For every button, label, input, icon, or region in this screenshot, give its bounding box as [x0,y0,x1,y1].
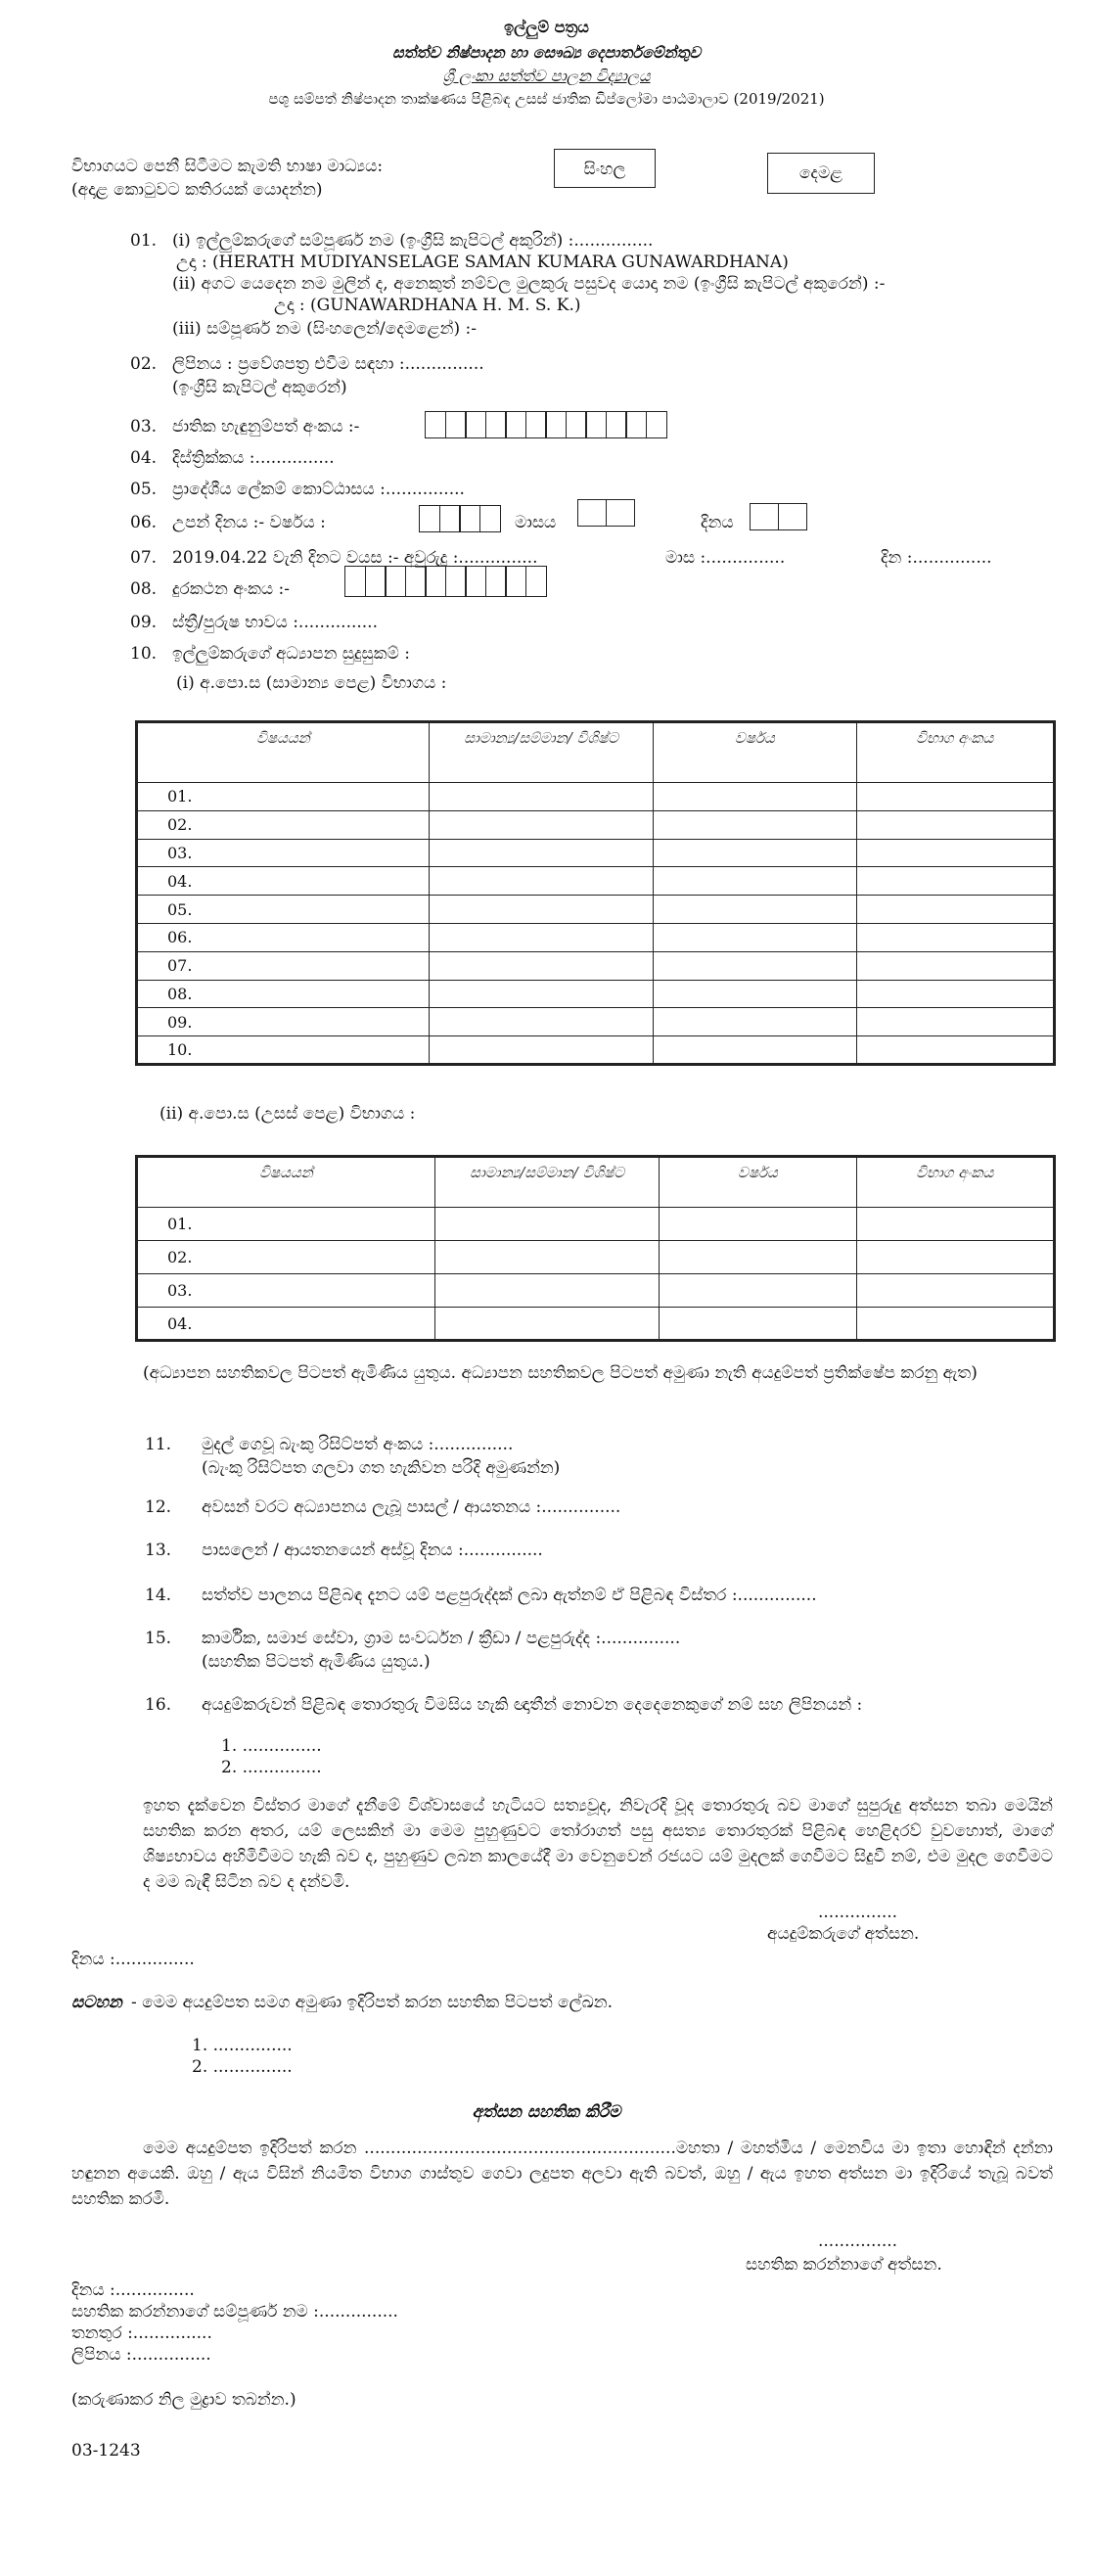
q12-last-school[interactable]: අවසන් වරට අධ්‍යාපනය ලැබූ පාසල් / ආයතනය :............... [202,1497,621,1517]
table-cell[interactable] [654,839,856,867]
table-row-number: 07. [137,951,430,980]
table-row-number: 02. [137,810,430,839]
col-header-index: විභාග අංකය [856,1157,1054,1208]
table-cell[interactable] [434,1308,659,1341]
table-cell[interactable] [856,1308,1054,1341]
note-attachment-2[interactable]: 2. ............... [192,2057,293,2077]
table-cell[interactable] [654,980,856,1008]
table-cell[interactable] [856,1008,1054,1036]
phone-digit-box[interactable] [344,566,366,597]
table-cell[interactable] [429,1008,653,1036]
nic-digit-box[interactable] [485,411,507,438]
table-cell[interactable] [654,783,856,811]
q10-al-label: (ii) අ.පො.ස (උසස් පෙළ) විභාගය : [159,1104,416,1124]
nic-digit-box[interactable] [525,411,547,438]
q02-sub: (ඉංග්‍රීසි කැපිටල් අකුරෙන්) [172,378,347,397]
q13-number: 13. [145,1541,172,1560]
certifier-address[interactable]: ලිපිනය :............... [71,2345,211,2365]
q07-number: 07. [130,548,158,568]
q07-age-days[interactable]: දින :............... [881,548,992,568]
q08-number: 08. [130,579,158,599]
al-results-table [135,1155,1056,1342]
form-code: 03-1243 [71,2441,141,2461]
nic-digit-box[interactable] [505,411,526,438]
table-cell[interactable] [856,896,1054,924]
table-cell[interactable] [654,867,856,896]
table-cell[interactable] [429,839,653,867]
note-label: සටහන [71,1993,122,2012]
day-digit-box[interactable] [778,503,807,530]
nic-digit-box[interactable] [585,411,607,438]
col-header-grade: සාමාන්‍ය/සම්මාන/ විශිෂ්ට [429,722,653,783]
q04-district[interactable]: දිස්ත්‍රික්කය :............... [172,448,335,468]
table-cell[interactable] [660,1274,856,1308]
ol-results-table [135,720,1056,1066]
q03-nic-label: ජාතික හැඳුනුම්පත් අංකය :- [172,417,360,437]
table-cell[interactable] [654,1036,856,1065]
year-digit-box[interactable] [419,505,440,532]
certification-text: මෙම අයදුම්පත ඉදිරිපත් කරන ...........................................................මහතා / මහත්මිය / මෙනවිය මා ඉතා හොඳින් දන්නා හඳුනන අයෙකි. ඔහු / ඇය විසින් නියමිත විභාග ගාස්තුව ගෙවා ලදුපත අලවා ඇති බවත්, ඔහු / ඇය ඉහත අත්සන මා ඉදිරියේ තැබූ බවත් සහතික කරමි. [71,2139,1053,2209]
note-attachment-1[interactable]: 1. ............... [192,2036,293,2055]
medium-sublabel: (අදාළ කොටුවට කතිරයක් යොදන්න) [71,180,323,200]
table-cell[interactable] [654,951,856,980]
phone-digit-box[interactable] [505,566,526,597]
col-header-year: වර්ෂය [660,1157,856,1208]
q01-number: 01. [130,231,158,251]
table-cell[interactable] [856,1036,1054,1065]
q02-address[interactable]: ලිපිනය : ප්‍රවේශපත්‍ර එවීම සඳහා :............... [172,354,484,374]
q15-sub: (සහතික පිටපත් ඇමිණිය යුතුය.) [202,1652,431,1672]
table-cell[interactable] [429,951,653,980]
table-cell[interactable] [654,896,856,924]
note-text: - මෙම අයදුම්පත සමග අමුණා ඉදිරිපත් කරන සහතික පිටපත් ලේඛන. [131,1993,613,2012]
nic-digit-box[interactable] [566,411,587,438]
table-cell[interactable] [660,1241,856,1274]
phone-digit-box[interactable] [365,566,387,597]
q07-age-years[interactable]: 2019.04.22 වැනි දිනට වයස :- අවුරුදු :............... [172,548,538,568]
year-digit-box[interactable] [439,505,461,532]
q01-full-name-english[interactable]: (i) ඉල්ලුම්කරුගේ සම්පූර්ණ නම (ඉංග්‍රීසි කැපිටල් අකුරින්) :............... [172,231,654,251]
dob-month-boxes[interactable] [577,499,633,527]
phone-digit-box[interactable] [525,566,547,597]
col-header-year: වර්ෂය [654,722,856,783]
q03-number: 03. [130,417,158,437]
certifier-signature-line[interactable]: ............... [818,2231,898,2251]
applicant-signature-label: අයදුම්කරුගේ අත්සන. [767,1924,920,1944]
phone-digit-box[interactable] [385,566,406,597]
certifier-full-name[interactable]: සහතික කරන්නාගේ සම්පූර්ණ නම :............... [71,2302,398,2322]
nic-digit-box[interactable] [625,411,647,438]
table-row-number: 03. [137,1274,435,1308]
q07-age-months[interactable]: මාස :............... [665,548,786,568]
table-cell[interactable] [434,1208,659,1241]
day-digit-box[interactable] [750,503,779,530]
table-cell[interactable] [856,980,1054,1008]
q06-month-label: මාසය [515,513,557,532]
q15-number: 15. [145,1629,172,1648]
medium-label: විභාගයට පෙනී සිටීමට කැමති භාෂා මාධ්‍යය: [71,157,384,176]
q10-number: 10. [130,644,158,664]
table-cell[interactable] [429,867,653,896]
certification-title: අත්සන සහතික කිරීම [472,2102,621,2122]
dob-day-boxes[interactable] [750,503,805,530]
q05-ds-division[interactable]: ප්‍රාදේශීය ලේකම් කොට්ඨාසය :............... [172,480,465,499]
table-row-number: 08. [137,980,430,1008]
table-cell[interactable] [429,980,653,1008]
phone-digit-box[interactable] [445,566,467,597]
q01-example-2: උදා : (GUNAWARDHANA H. M. S. K.) [274,296,581,315]
table-cell[interactable] [856,839,1054,867]
table-row-number: 06. [137,923,430,951]
table-row-number: 05. [137,896,430,924]
table-cell[interactable] [654,1008,856,1036]
phone-digit-box[interactable] [485,566,507,597]
form-title: ඉල්ලුම් පත්‍රය [504,18,589,36]
table-cell[interactable] [654,923,856,951]
declaration-text: ඉහත දැක්වෙන විස්තර මාගේ දැනීමේ විශ්වාසයේ හැටියට සත්‍යවූද, නිවැරදි වූද තොරතුරු බව මාගේ සුපුරුදු අත්සන තබා මෙයින් සහතික කරන අතර, යම් ලෙසකින් මා මෙම පුහුණුවට තෝරාගත් පසු අසත්‍ය තොරතුරක් පිළිබඳ හෙළිදරව් වුවහොත්, මාගේ ශිෂ්‍යභාවය අහිමිවීමට හැකි බව ද, පුහුණුව ලබන කාලයේදී මා වෙනුවෙන් රජයට යම් මුදලක් ගෙවීමට සිදුවී නම්, එම මුදල ගෙවීමට ද මම බැඳී සිටින බව ද දන්වමි. [143,1796,1053,1892]
q16-referee-1[interactable]: 1. ............... [221,1736,322,1756]
table-cell[interactable] [856,951,1054,980]
table-cell[interactable] [429,896,653,924]
q16-referees-label: අයදුම්කරුවන් පිළිබඳ තොරතුරු විමසිය හැකි ඥාතීන් නොවන දෙදෙනෙකුගේ නම් සහ ලිපිනයන් : [202,1695,863,1715]
table-row-number: 03. [137,839,430,867]
col-header-index: විභාග අංකය [856,722,1054,783]
q10-ol-label: (i) අ.පො.ස (සාමාන්‍ය පෙළ) විභාගය : [176,673,447,693]
q12-number: 12. [145,1497,172,1517]
q06-dob-label: උපන් දිනය :- වර්ෂය : [172,513,326,532]
certificate-note: (අධ්‍යාපන සහතිකවල පිටපත් ඇමිණිය යුතුය. අධ්‍යාපන සහතිකවල පිටපත් අමුණා නැති අයදුම්පත් ප්‍රතික්ෂේප කරනු ඇත) [143,1363,978,1383]
q13-leaving-date[interactable]: පාසලෙන් / ආයතනයෙන් අස්වූ දිනය :............... [202,1541,543,1560]
course-name: පශු සම්පත් නිෂ්පාදන තාක්ෂණය පිළිබඳ උසස් ජාතික ඩිප්ලෝමා පාඨමාලාව (2019/2021) [268,90,825,108]
col-header-subject: විෂයයන් [137,1157,435,1208]
q02-number: 02. [130,354,158,374]
certifier-date[interactable]: දිනය :............... [71,2280,195,2300]
certifier-signature-label: සහතික කරන්නාගේ අත්සන. [746,2255,942,2275]
department-name: සත්ත්ව නිෂ්පාදන හා සෞඛ්‍ය දෙපාර්තමේන්තුව [392,43,701,62]
table-cell[interactable] [856,867,1054,896]
q14-experience[interactable]: සත්ත්ව පාලනය පිළිබඳ දැනට යම් පළපුරුද්දක් ලබා ඇත්නම් ඒ පිළිබඳ විස්තර :............... [202,1586,817,1605]
table-cell[interactable] [434,1241,659,1274]
table-cell[interactable] [856,810,1054,839]
table-cell[interactable] [429,810,653,839]
q09-gender[interactable]: ස්ත්‍රී/පුරුෂ භාවය :............... [172,613,378,632]
table-cell[interactable] [856,923,1054,951]
q06-number: 06. [130,513,158,532]
q08-phone-label: දුරකථන අංකය :- [172,579,291,599]
certifier-position[interactable]: තනතුර :............... [71,2323,212,2343]
medium-option-sinhala[interactable]: සිංහල [554,149,656,188]
table-row-number: 02. [137,1241,435,1274]
nic-digit-box[interactable] [425,411,446,438]
table-cell[interactable] [429,783,653,811]
table-cell[interactable] [856,783,1054,811]
table-row-number: 01. [137,783,430,811]
q14-number: 14. [145,1586,172,1605]
table-cell[interactable] [660,1308,856,1341]
phone-boxes[interactable] [344,566,545,597]
month-digit-box[interactable] [577,499,607,527]
phone-digit-box[interactable] [405,566,427,597]
year-digit-box[interactable] [459,505,480,532]
q15-other-experience[interactable]: කාර්මික, සමාජ සේවා, ග්‍රාම සංවර්ධන / ක්‍රීඩා / පළපුරුද්ද :............... [202,1629,681,1648]
q01-example-1: උදා : (HERATH MUDIYANSELAGE SAMAN KUMARA GUNAWARDHANA) [176,253,789,272]
q11-number: 11. [145,1435,172,1454]
nic-digit-box[interactable] [465,411,486,438]
col-header-subject: විෂයයන් [137,722,430,783]
phone-digit-box[interactable] [425,566,446,597]
q05-number: 05. [130,480,158,499]
medium-option-tamil[interactable]: දෙමළ [767,153,875,194]
table-cell[interactable] [856,1241,1054,1274]
seal-instruction: (කරුණාකර නිල මුද්‍රාව තබන්න.) [71,2390,296,2410]
nic-boxes[interactable] [425,411,665,438]
nic-digit-box[interactable] [545,411,567,438]
table-row-number: 09. [137,1008,430,1036]
table-cell[interactable] [429,1036,653,1065]
q04-number: 04. [130,448,158,468]
q11-receipt-no[interactable]: මුදල් ගෙවූ බැංකු රිසිට්පත් අංකය :............... [202,1435,514,1454]
nic-digit-box[interactable] [646,411,667,438]
q06-day-label: දිනය [701,513,734,532]
q16-number: 16. [145,1695,172,1715]
q11-sub: (බැංකු රිසිට්පත ගලවා ගත හැකිවන පරිදි අමුණන්න) [202,1458,561,1478]
table-cell[interactable] [660,1208,856,1241]
college-name: ශ්‍රී ලංකා සත්ත්ව පාලන විද්‍යාලය [442,67,651,85]
table-cell[interactable] [856,1208,1054,1241]
q01-full-name-native[interactable]: (iii) සම්පූර්ණ නම (සිංහලෙන්/දෙමළෙන්) :- [172,319,477,339]
month-digit-box[interactable] [606,499,635,527]
q16-referee-2[interactable]: 2. ............... [221,1758,322,1777]
q01-name-with-initials[interactable]: (ii) අගට යෙදෙන නම මුලින් ද, අනෙකුත් නම්වල මුලකුරු පසුවද යොදා නම (ඉංග්‍රීසි කැපිටල් අකුරෙන්) :- [172,274,886,294]
applicant-signature-line[interactable]: ............... [818,1903,898,1922]
table-cell[interactable] [429,923,653,951]
applicant-date[interactable]: දිනය :............... [71,1950,195,1969]
table-row-number: 04. [137,1308,435,1341]
table-cell[interactable] [856,1274,1054,1308]
table-cell[interactable] [654,810,856,839]
table-row-number: 04. [137,867,430,896]
col-header-grade: සාමාන්‍ය/සම්මාන/ විශිෂ්ට [434,1157,659,1208]
dob-year-boxes[interactable] [419,505,499,532]
table-row-number: 01. [137,1208,435,1241]
year-digit-box[interactable] [479,505,501,532]
nic-digit-box[interactable] [445,411,467,438]
q09-number: 09. [130,613,158,632]
table-cell[interactable] [434,1274,659,1308]
table-row-number: 10. [137,1036,430,1065]
nic-digit-box[interactable] [606,411,627,438]
phone-digit-box[interactable] [465,566,486,597]
q10-education-label: ඉල්ලුම්කරුගේ අධ්‍යාපන සුදුසුකම් : [172,644,410,664]
